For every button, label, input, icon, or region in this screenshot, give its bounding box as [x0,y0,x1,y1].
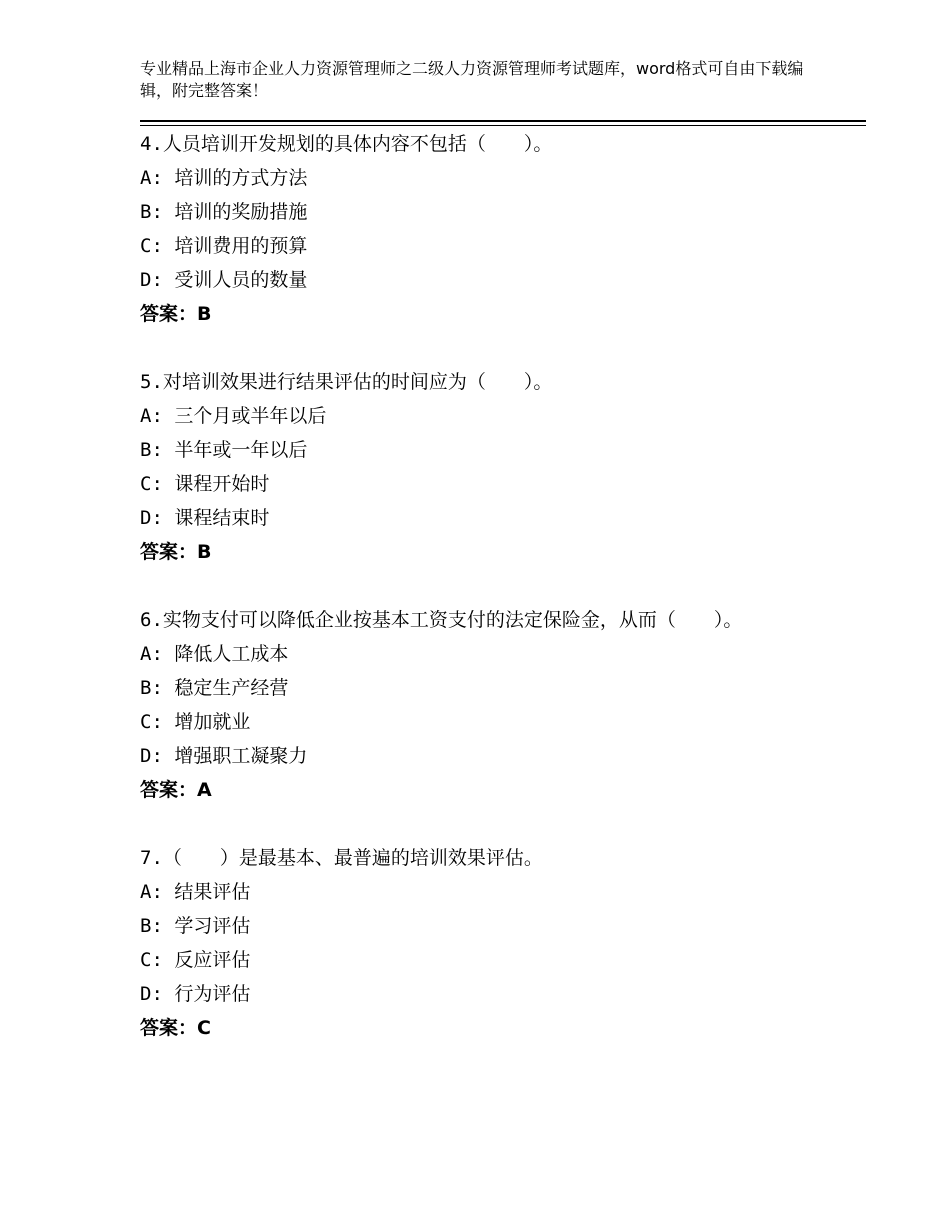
option-b: B: 学习评估 [140,915,251,937]
option-d: D: 增强职工凝聚力 [140,745,308,767]
option-a: A: 培训的方式方法 [140,167,308,189]
option-c: C: 培训费用的预算 [140,235,308,257]
question-7 [140,841,866,1045]
option-a: A: 三个月或半年以后 [140,405,327,427]
document-header: 专业精品上海市企业人力资源管理师之二级人力资源管理师考试题库，word格式可自由下载编辑，附完整答案！ [140,59,804,100]
option-a: A: 降低人工成本 [140,643,289,665]
header-rule-thin [140,125,866,126]
option-d: D: 受训人员的数量 [140,269,308,291]
question-stem: 4.人员培训开发规划的具体内容不包括（ ）。 [140,133,553,155]
option-c: C: 反应评估 [140,949,251,971]
answer-line: 答案：B [140,303,212,325]
question-stem: 6.实物支付可以降低企业按基本工资支付的法定保险金，从而（ ）。 [140,609,743,631]
question-stem: 5.对培训效果进行结果评估的时间应为（ ）。 [140,371,553,393]
question-stem: 7.（ ）是最基本、最普遍的培训效果评估。 [140,847,543,869]
option-d: D: 课程结束时 [140,507,270,529]
question-6 [140,603,866,807]
option-d: D: 行为评估 [140,983,251,1005]
option-b: B: 培训的奖励措施 [140,201,308,223]
question-5 [140,365,866,569]
option-c: C: 课程开始时 [140,473,270,495]
option-b: B: 稳定生产经营 [140,677,289,699]
answer-line: 答案：C [140,1017,211,1039]
answer-line: 答案：A [140,779,212,801]
option-a: A: 结果评估 [140,881,251,903]
option-b: B: 半年或一年以后 [140,439,308,461]
question-list [140,127,866,1079]
answer-line: 答案：B [140,541,212,563]
question-4 [140,127,866,331]
option-c: C: 增加就业 [140,711,251,733]
header-rule-thick [140,120,866,122]
